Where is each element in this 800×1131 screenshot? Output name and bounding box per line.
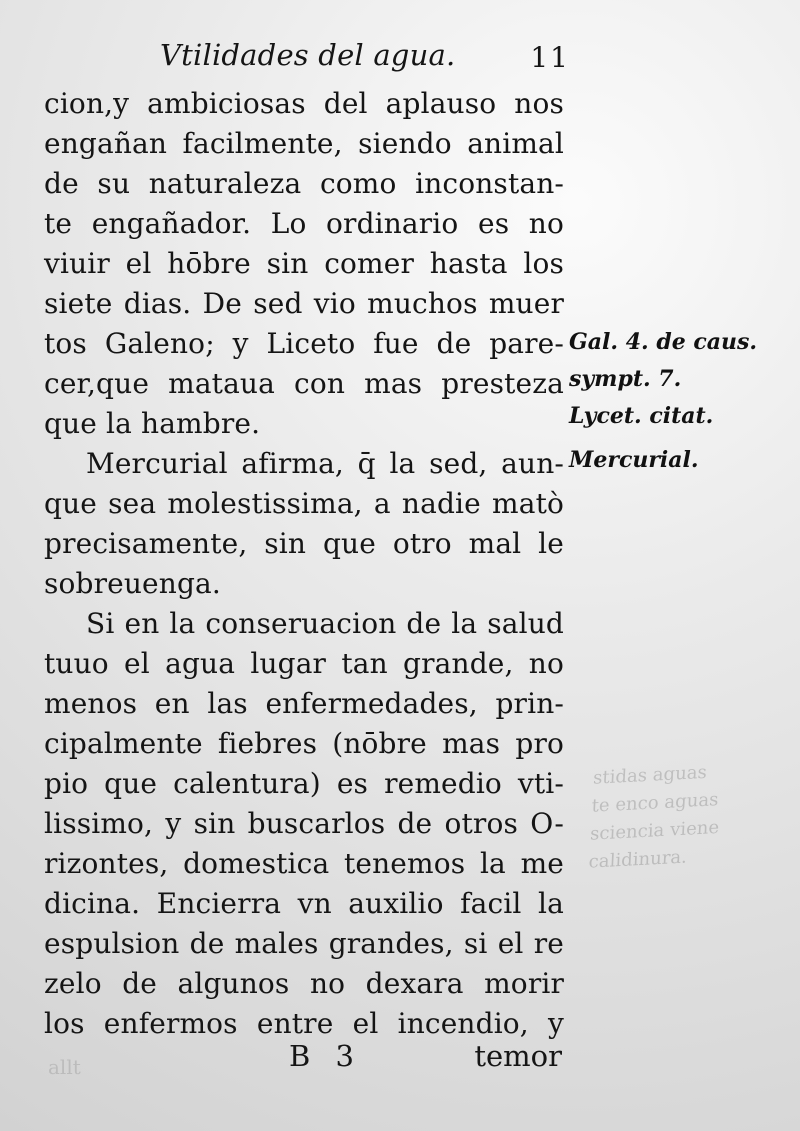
text-line-4: te engañador. Lo ordinario es no [44,207,564,240]
text-line-14: Si en la conseruacion de la salud [86,607,564,640]
text-line-9: que la hambre. [44,407,261,440]
text-line-21: dicina. Encierra vn auxilio facil la [44,887,564,920]
margin-note-symptom: sympt. 7. [569,366,682,392]
page-number: 11 [530,41,570,74]
margin-note-lycet: Lycet. citat. [569,403,714,429]
margin-notes [569,324,779,479]
show-through-text: stidas aguas te enco aguas sciencia viene calidinura. [588,761,720,873]
show-through-fragment: allt [48,1055,81,1079]
text-line-18: pio que calentura) es remedio vti- [44,767,564,800]
text-line-10: Mercurial afirma, q̄ la sed, aun- [86,447,564,480]
text-line-20: rizontes, domestica tenemos la me [44,847,564,880]
page-header [160,38,570,84]
text-line-8: cer,que mataua con mas presteza [44,367,564,400]
text-line-22: espulsion de males grandes, si el re [44,927,564,960]
text-line-17: cipalmente fiebres (nōbre mas pro [44,727,564,760]
text-line-11: que sea molestissima, a nadie matò [44,487,564,520]
signature-mark: B 3 [289,1039,362,1073]
text-line-1: cion,y ambiciosas del aplauso nos [44,87,564,120]
text-line-2: engañan facilmente, siendo animal [44,127,564,160]
body-text [44,84,564,1044]
text-line-13: sobreuenga. [44,567,221,600]
text-line-24: los enfermos entre el incendio, y [44,1007,564,1040]
text-line-5: viuir el hōbre sin comer hasta los [44,247,564,280]
margin-note-galen: Gal. 4. de caus. [569,329,758,355]
catchword: temor [474,1039,562,1073]
text-line-19: lissimo, y sin buscarlos de otros O- [44,807,564,840]
text-line-15: tuuo el agua lugar tan grande, no [44,647,564,680]
running-title: Vtilidades del agua. [160,38,456,72]
text-line-7: tos Galeno; y Liceto fue de pare- [44,327,564,360]
margin-note-mercurial: Mercurial. [569,447,699,473]
text-line-6: siete dias. De sed vio muchos muer [44,287,564,320]
text-line-16: menos en las enfermedades, prin- [44,687,564,720]
text-line-3: de su naturaleza como inconstan- [44,167,564,200]
text-line-23: zelo de algunos no dexara morir [44,967,564,1000]
text-line-12: precisamente, sin que otro mal le [44,527,564,560]
